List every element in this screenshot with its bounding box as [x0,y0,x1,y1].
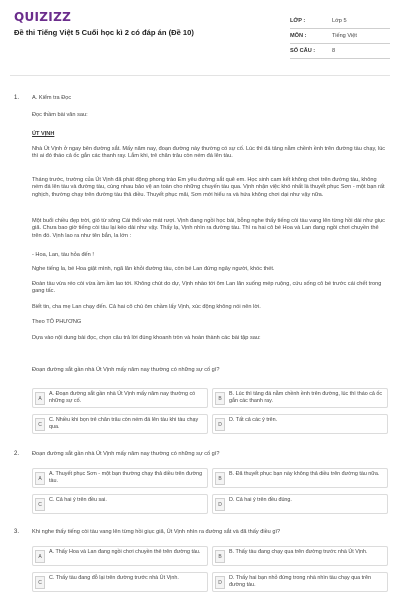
option-letter: D [215,418,225,431]
option-text: D. Tất cả các ý trên. [229,417,278,423]
option-text: A. Thuyết phục Sơn - một bạn thường chạy thả diều trên đường tàu. [49,471,203,484]
question-text: Đoạn đường sắt gần nhà Út Vịnh mấy năm nay thường có những sự cố gì? [32,367,220,373]
option-letter: A [35,550,45,563]
question-text: Khi nghe thấy tiếng còi tàu vang lên từng hồi giục giã, Út Vịnh nhìn ra đường sắt và đã thấy điều gì? [32,529,281,535]
answer-option-b[interactable] [212,388,388,408]
answer-option-d[interactable] [212,414,388,434]
option-letter: B [215,472,225,485]
worksheet-title: Đề thi Tiếng Việt 5 Cuối học kì 2 có đáp án (Đề 10) [14,28,194,37]
question-text: Đoạn đường sắt gần nhà Út Vịnh mấy năm nay thường có những sự cố gì? [32,451,220,457]
option-text: B. Thấy tàu đang chạy qua trên đường trước nhà Út Vịnh. [229,549,368,555]
info-row-subject [290,29,390,44]
question-number: 3. [14,529,20,535]
worksheet-header [0,0,400,72]
answer-option-b[interactable] [212,468,388,488]
passage-task-instruction: Dựa vào nội dung bài đọc, chọn câu trả lời đúng khoanh tròn và hoàn thành các bài tập sau: [32,335,261,341]
option-text: C. Cả hai ý trên đều sai. [49,497,107,503]
passage-paragraph: - Hoa, Lan, tàu hỏa đến ! [32,252,94,258]
option-letter: B [215,392,225,405]
info-key: MÔN : [290,33,307,39]
answer-option-c[interactable] [32,414,208,434]
info-value: 8 [332,48,336,54]
option-letter: B [215,550,225,563]
option-text: C. Thấy tàu đang đỗ lại trên đường trước nhà Út Vịnh. [49,575,179,581]
question-number: 2. [14,451,20,457]
info-row-question-count [290,44,390,59]
option-text: D. Cả hai ý trên đều đúng. [229,497,292,503]
passage-paragraph: Biết tin, cha mẹ Lan chạy đến. Cả hai cô chú ôm chầm lấy Vịnh, xúc động không nói nên lời. [32,304,261,310]
answer-option-c[interactable] [32,572,208,592]
answer-option-d[interactable] [212,572,388,592]
answer-option-a[interactable] [32,388,208,408]
option-text: B. Đã thuyết phục bạn này không thả diều trên đường tàu nữa. [229,471,380,477]
option-letter: C [35,576,45,589]
header-divider [10,75,390,76]
info-key: LỚP : [290,18,306,24]
answer-option-c[interactable] [32,494,208,514]
answer-option-a[interactable] [32,546,208,566]
passage-source: Theo TÔ PHƯƠNG [32,319,82,325]
info-key: SỐ CÂU : [290,48,316,54]
option-text: A. Thấy Hoa và Lan đang ngồi chơi chuyền thẻ trên đường tàu. [49,549,201,555]
passage-paragraph: Tháng trước, trường của Út Vịnh đã phát động phong trào Em yêu đường sắt quê em. Học sinh cam kết không chơi trên đường tàu, không ném đá lên tàu và đường tàu, cùng nhau bảo vệ an toàn cho những chuyến tàu qua. Vịnh nhận việc khó nhất là thuyết phục Sơn - một bạn rất nghịch, thường chạy trên đường tàu thả diều. Thuyết phục mãi, Sơn mới hiểu ra và hứa không chơi dại như vậy nữa. [32,177,385,198]
option-text: D. Thấy hai bạn nhỏ đứng trong nhà nhìn tàu chạy qua trên đường tàu. [229,575,371,588]
option-text: A. Đoạn đường sắt gần nhà Út Vịnh mấy năm nay thường có những sự cố. [49,391,196,404]
passage-instruction: Đọc thầm bài văn sau: [32,112,88,118]
quizizz-logo: QUIZIZZ [14,10,72,24]
question-number: 1. [14,95,20,101]
option-letter: D [215,498,225,511]
info-value: Tiếng Việt [332,33,357,39]
option-letter: C [35,418,45,431]
answer-option-d[interactable] [212,494,388,514]
worksheet-info-box [290,14,390,59]
passage-paragraph: Nhà Út Vịnh ở ngay bên đường sắt. Mấy năm nay, đoạn đường này thường có sự cố. Lúc thì đá tảng nằm chềnh ềnh trên đường tàu chạy, lúc thì ai đó tháo cả ốc gắn các thanh ray. Lắm khi, trẻ chăn trâu còn ném đá lên tàu. [32,146,386,160]
section-heading: A. Kiểm tra Đọc [32,95,72,101]
answer-option-a[interactable] [32,468,208,488]
answer-option-b[interactable] [212,546,388,566]
passage-title: ÚT VỊNH [32,131,55,137]
passage-paragraph: Nghe tiếng la, bé Hoa giật mình, ngã lăn khỏi đường tàu, còn bé Lan đứng ngây người, khóc thét. [32,266,275,272]
option-letter: D [215,576,225,589]
passage-paragraph: Đoàn tàu vừa réo còi vừa ầm ầm lao tới. Không chút do dự, Vịnh nhào tới ôm Lan lăn xuống mép ruộng, cứu sống cô bé trước cái chết trong gang tấc. [32,281,382,295]
info-value: Lớp 5 [332,18,347,24]
option-text: C. Nhiều khi bọn trẻ chăn trâu còn ném đá lên tàu khi tàu chạy qua. [49,417,199,430]
option-letter: A [35,472,45,485]
option-letter: A [35,392,45,405]
option-text: B. Lúc thì tảng đá nằm chềnh ềnh trên đường, lúc thì tháo cả ốc gắn các thanh ray. [229,391,383,404]
info-row-class [290,14,390,29]
passage-paragraph: Một buổi chiều đẹp trời, gió từ sông Cái thổi vào mát rượi. Vịnh đang ngồi học bài, bỗng nghe thấy tiếng còi tàu vang lên từng hồi dài như giục giã. Chưa bao giờ tiếng còi tàu lại kéo dài như vậy. Thấy lạ, Vịnh nhìn ra đường tàu. Thì ra hai cô bé Hoa và Lan đang ngồi chơi chuyền thẻ trên đó. Vịnh lao ra như tên bắn, la lớn : [32,218,385,239]
option-letter: C [35,498,45,511]
